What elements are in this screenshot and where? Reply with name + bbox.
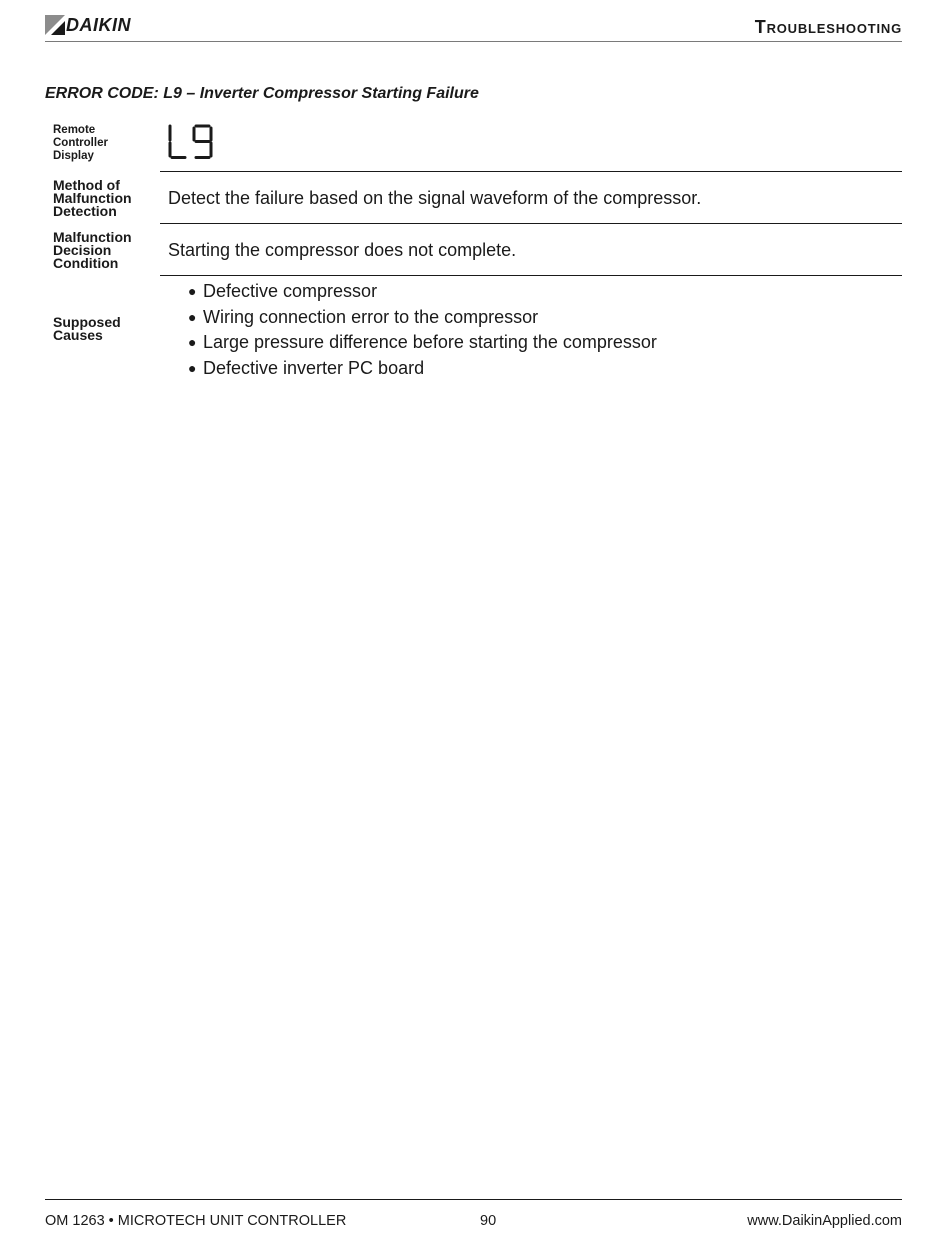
page-footer — [45, 1199, 902, 1240]
row-divider — [160, 275, 902, 276]
website-link[interactable]: www.DaikinApplied.com — [747, 1213, 902, 1229]
malfunction-decision-condition-text: Starting the compressor does not complete. — [168, 240, 517, 260]
label-line: Decision — [53, 242, 112, 258]
supposed-causes-label — [53, 316, 121, 342]
error-code-heading: ERROR CODE: L9 – Inverter Compressor Starting Failure — [45, 85, 479, 102]
cause-text: Large pressure difference before starting the compressor — [203, 332, 657, 352]
remote-controller-display-label — [53, 124, 108, 163]
malfunction-decision-condition-label — [53, 231, 132, 270]
supposed-causes-list — [188, 279, 657, 381]
label-line: Display — [53, 150, 94, 162]
method-of-malfunction-detection-label — [53, 179, 132, 218]
document-title: OM 1263 • MICROTECH UNIT CONTROLLER — [45, 1213, 347, 1229]
row-divider — [160, 171, 902, 172]
method-of-malfunction-detection-text: Detect the failure based on the signal waveform of the compressor. — [168, 188, 702, 208]
page-header — [45, 12, 902, 42]
daikin-logo-mark-icon — [45, 15, 65, 35]
list-item — [188, 305, 657, 331]
bullet-icon: ● — [188, 308, 197, 325]
list-item — [188, 330, 657, 356]
list-item — [188, 356, 657, 382]
section-title: Troubleshooting — [754, 17, 902, 37]
list-item — [188, 279, 657, 305]
cause-text: Defective compressor — [203, 281, 378, 301]
bullet-icon: ● — [188, 283, 197, 299]
label-line: Supposed — [53, 314, 121, 330]
row-divider — [160, 223, 902, 224]
page-number: 90 — [480, 1213, 497, 1229]
label-line: Controller — [53, 137, 108, 149]
cause-text: Wiring connection error to the compressor — [203, 306, 539, 327]
cause-text: Defective inverter PC board — [203, 357, 425, 378]
label-line: Detection — [53, 203, 117, 219]
label-line: Condition — [53, 255, 119, 271]
bullet-icon: ● — [188, 334, 197, 350]
daikin-logo — [45, 14, 131, 36]
brand-name: DAIKIN — [66, 14, 131, 35]
label-line: Malfunction — [53, 229, 132, 245]
label-line: Malfunction — [53, 190, 132, 206]
label-line: Method of — [53, 177, 120, 193]
label-line: Remote — [53, 124, 96, 136]
seven-segment-l9-display — [167, 124, 215, 160]
bullet-icon: ● — [188, 359, 197, 376]
label-line: Causes — [53, 327, 103, 343]
